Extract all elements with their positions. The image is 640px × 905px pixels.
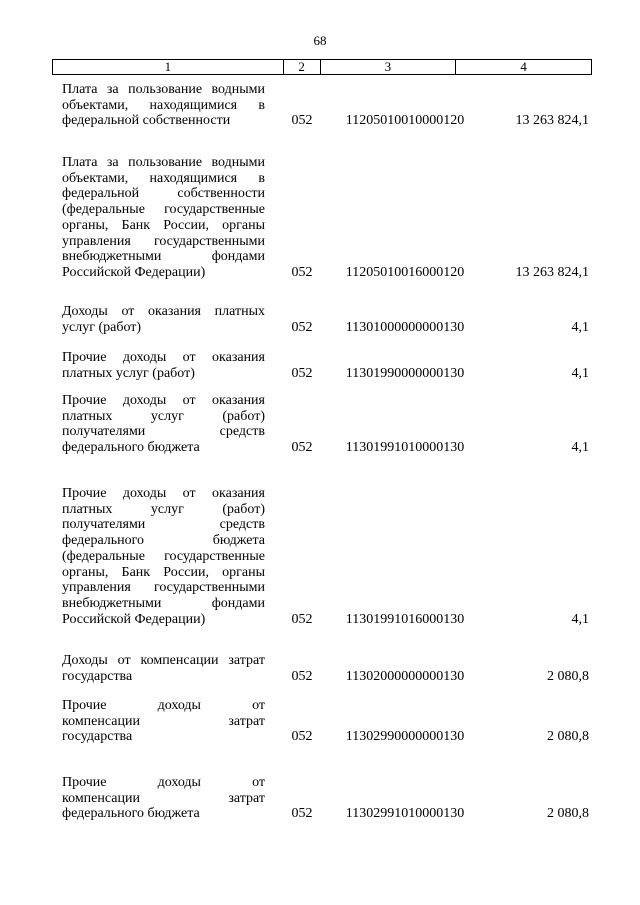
description-line: Плата за пользование водными <box>62 82 265 97</box>
classification-code: 11302991010000130 <box>345 806 465 822</box>
column-header-3: 3 <box>320 60 456 75</box>
description-line: федеральной собственности <box>62 113 231 129</box>
amount: 4,1 <box>571 319 589 335</box>
description-line: объектами, находящимися в <box>62 170 265 186</box>
description-line: платных услуг (работ) <box>62 501 265 517</box>
description-line: Прочие доходы от оказания <box>62 350 265 365</box>
description-line: Российской Федерации) <box>62 611 206 627</box>
row-description <box>62 698 265 745</box>
admin-code: 052 <box>291 264 313 280</box>
description-line: компенсации затрат <box>62 713 265 729</box>
description-line: федерального бюджета <box>62 806 200 822</box>
amount: 4,1 <box>571 611 589 627</box>
row-description <box>62 393 265 456</box>
amount: 4,1 <box>571 440 589 456</box>
admin-code: 052 <box>291 668 313 684</box>
admin-code: 052 <box>291 806 313 822</box>
column-header-4: 4 <box>456 60 592 75</box>
column-header-1: 1 <box>53 60 284 75</box>
description-line: Плата за пользование водными <box>62 155 265 170</box>
classification-code: 11205010016000120 <box>345 264 465 280</box>
admin-code: 052 <box>291 113 313 129</box>
description-line: услуг (работ) <box>62 319 142 335</box>
description-line: органы, Банк России, органы <box>62 564 265 580</box>
classification-code: 11302000000000130 <box>345 668 465 684</box>
column-header-2: 2 <box>283 60 320 75</box>
classification-code: 11301991016000130 <box>345 611 465 627</box>
description-line: (федеральные государственные <box>62 548 265 564</box>
description-line: объектами, находящимися в <box>62 97 265 113</box>
admin-code: 052 <box>291 319 313 335</box>
row-description <box>62 350 265 381</box>
description-line: Прочие доходы от оказания <box>62 393 265 408</box>
classification-code: 11301000000000130 <box>345 319 465 335</box>
row-description <box>62 82 265 129</box>
description-line: платных услуг (работ) <box>62 408 265 424</box>
description-line: Доходы от компенсации затрат <box>62 653 265 668</box>
amount: 4,1 <box>571 365 589 381</box>
description-line: получателями средств <box>62 424 265 440</box>
row-description <box>62 653 265 684</box>
description-line: Прочие доходы от оказания <box>62 486 265 501</box>
description-line: государства <box>62 729 133 745</box>
description-line: внебюджетными фондами <box>62 595 265 611</box>
classification-code: 11301990000000130 <box>345 365 465 381</box>
description-line: федерального бюджета <box>62 440 200 456</box>
admin-code: 052 <box>291 440 313 456</box>
row-description <box>62 155 265 281</box>
amount: 2 080,8 <box>547 729 589 745</box>
admin-code: 052 <box>291 365 313 381</box>
amount: 2 080,8 <box>547 668 589 684</box>
classification-code: 11301991010000130 <box>345 440 465 456</box>
classification-code: 11302990000000130 <box>345 729 465 745</box>
description-line: государства <box>62 668 133 684</box>
amount: 2 080,8 <box>547 806 589 822</box>
row-description <box>62 486 265 627</box>
classification-code: 11205010010000120 <box>345 113 465 129</box>
admin-code: 052 <box>291 729 313 745</box>
description-line: Прочие доходы от <box>62 698 265 713</box>
description-line: федерального бюджета <box>62 533 265 549</box>
description-line: получателями средств <box>62 517 265 533</box>
description-line: Доходы от оказания платных <box>62 304 265 319</box>
description-line: управления государственными <box>62 233 265 249</box>
description-line: Прочие доходы от <box>62 775 265 790</box>
description-line: внебюджетными фондами <box>62 249 265 265</box>
description-line: платных услуг (работ) <box>62 365 195 381</box>
description-line: (федеральные государственные <box>62 202 265 218</box>
page-number: 68 <box>313 33 327 48</box>
description-line: компенсации затрат <box>62 790 265 806</box>
amount: 13 263 824,1 <box>515 113 589 129</box>
row-description <box>62 304 265 335</box>
amount: 13 263 824,1 <box>515 264 589 280</box>
description-line: Российской Федерации) <box>62 264 206 280</box>
description-line: органы, Банк России, органы <box>62 217 265 233</box>
row-description <box>62 775 265 822</box>
description-line: федеральной собственности <box>62 186 265 202</box>
admin-code: 052 <box>291 611 313 627</box>
description-line: управления государственными <box>62 580 265 596</box>
